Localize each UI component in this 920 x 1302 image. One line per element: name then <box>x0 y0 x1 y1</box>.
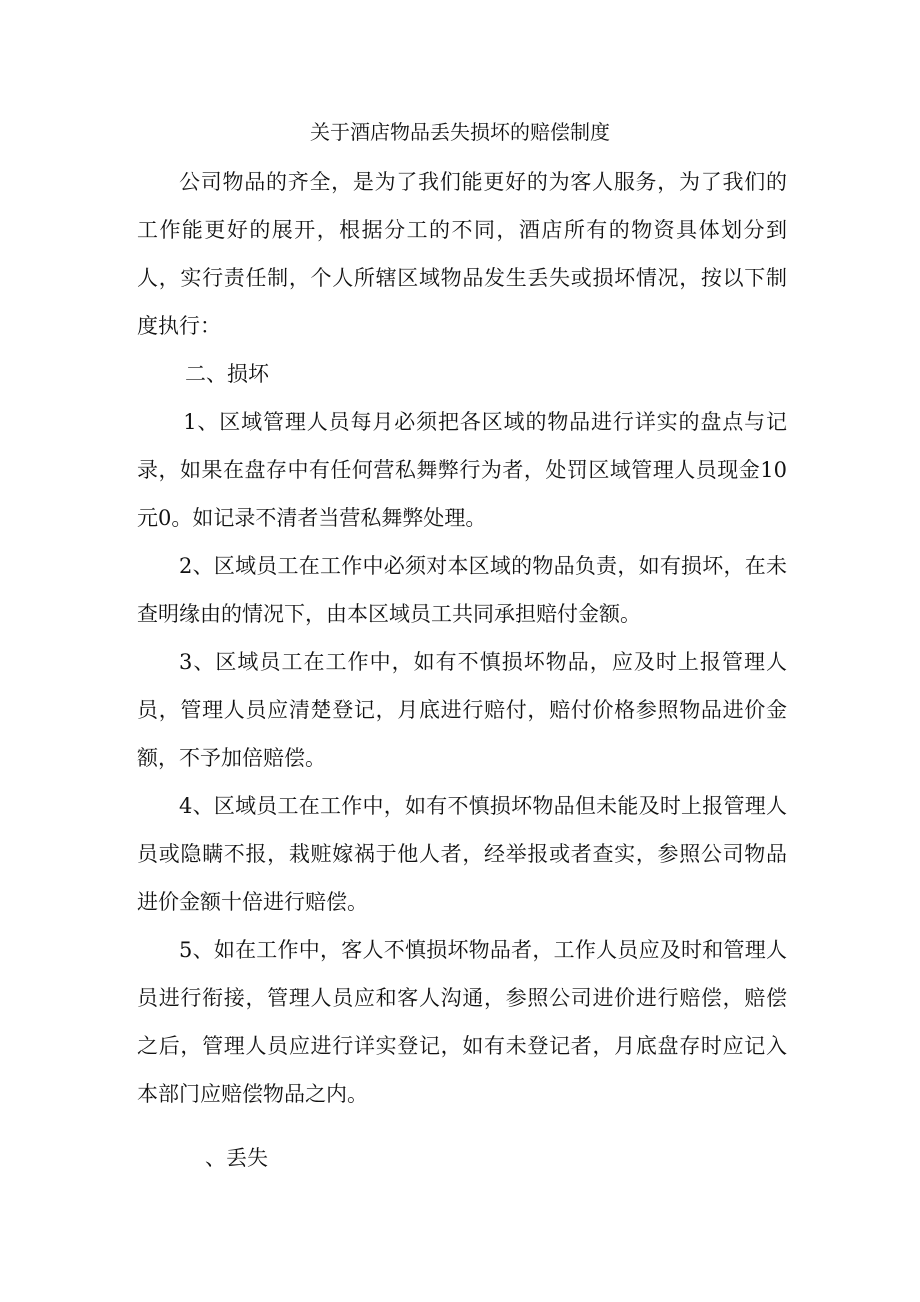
section-heading-damage: 二、损坏 <box>185 362 269 386</box>
list-item-2: 2、区域员工在工作中必须对本区域的物品负责，如有损坏，在未查明缘由的情况下，由本区域员工共同承担赔付金额。 <box>137 554 787 626</box>
list-item-1: 1、区域管理人员每月必须把各区域的物品进行详实的盘点与记录，如果在盘存中有任何营私舞弊行为者，处罚区域管理人员现金10元0。如记录不清者当营私舞弊处理。 <box>137 410 787 530</box>
list-item-4: 4、区域员工在工作中，如有不慎损坏物品但未能及时上报管理人员或隐瞒不报，栽赃嫁祸于他人者，经举报或者查实，参照公司物品进价金额十倍进行赔偿。 <box>137 794 787 914</box>
list-item-5: 5、如在工作中，客人不慎损坏物品者，工作人员应及时和管理人员进行衔接，管理人员应和客人沟通，参照公司进价进行赔偿，赔偿之后，管理人员应进行详实登记，如有未登记者，月底盘存时应记入本部门应赔偿物品之内。 <box>137 938 787 1106</box>
document-title: 关于酒店物品丢失损坏的赔偿制度 <box>310 120 610 144</box>
section-heading-loss: 、丢失 <box>205 1146 268 1170</box>
list-item-3: 3、区域员工在工作中，如有不慎损坏物品，应及时上报管理人员，管理人员应清楚登记，月底进行赔付，赔付价格参照物品进价金额，不予加倍赔偿。 <box>137 650 787 770</box>
intro-paragraph: 公司物品的齐全，是为了我们能更好的为客人服务，为了我们的工作能更好的展开，根据分工的不同，酒店所有的物资具体划分到人，实行责任制，个人所辖区域物品发生丢失或损坏情况，按以下制度执行： <box>137 170 787 338</box>
